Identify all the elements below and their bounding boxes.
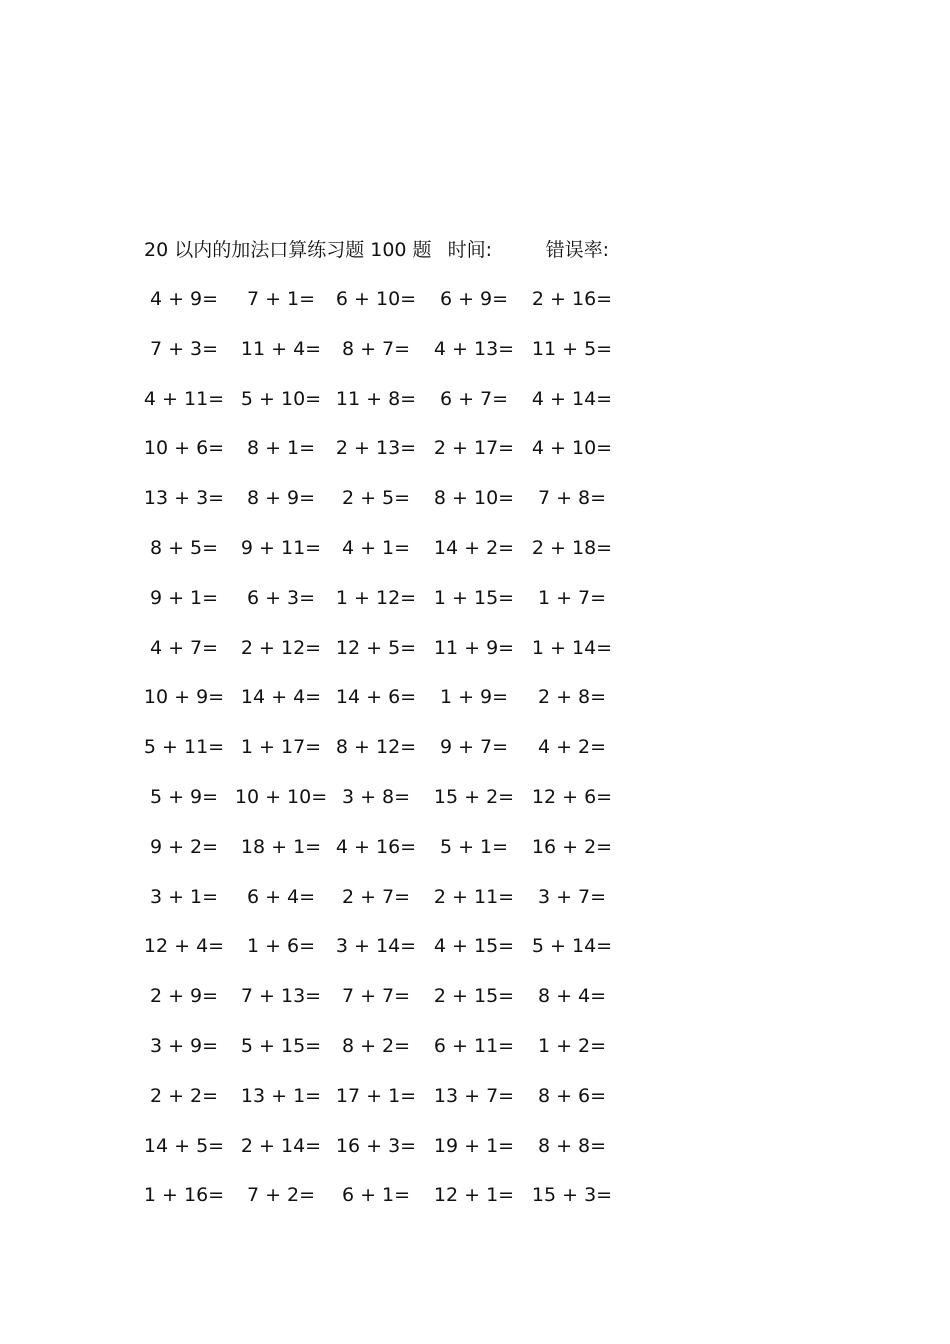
problem-item: 11 + 4= [240, 337, 322, 360]
problem-item: 13 + 7= [433, 1084, 515, 1107]
problem-item: 5 + 14= [531, 935, 613, 958]
problem-item: 12 + 4= [143, 935, 225, 958]
problem-item: 6 + 9= [439, 288, 509, 310]
problem-item: 2 + 2= [149, 1084, 219, 1107]
problem-row [0, 284, 950, 334]
problem-row [0, 1180, 950, 1230]
problem-item: 18 + 1= [240, 835, 322, 858]
problem-item: 8 + 10= [433, 487, 515, 510]
problem-item: 5 + 10= [240, 387, 322, 410]
problem-row [0, 633, 950, 683]
problem-item: 2 + 7= [341, 885, 411, 908]
problem-item: 4 + 14= [531, 387, 613, 410]
problem-item: 15 + 2= [433, 785, 515, 808]
problem-item: 17 + 1= [335, 1084, 417, 1107]
problem-item: 1 + 14= [531, 636, 613, 659]
problem-row [0, 832, 950, 882]
problem-item: 9 + 1= [149, 586, 219, 609]
problem-row [0, 1131, 950, 1181]
problem-item: 14 + 2= [433, 536, 515, 559]
problem-item: 5 + 11= [143, 736, 225, 759]
problem-item: 8 + 2= [341, 1034, 411, 1057]
problem-item: 16 + 3= [335, 1134, 417, 1157]
problem-item: 4 + 15= [433, 935, 515, 958]
problem-row [0, 931, 950, 981]
problem-row [0, 384, 950, 434]
problem-item: 2 + 17= [433, 437, 515, 460]
problem-item: 8 + 7= [341, 337, 411, 360]
problem-item: 4 + 9= [149, 288, 219, 310]
problem-item: 8 + 9= [246, 487, 316, 510]
problem-item: 2 + 8= [537, 686, 607, 709]
problem-row [0, 782, 950, 832]
problem-item: 4 + 11= [143, 387, 225, 410]
problem-item: 10 + 10= [234, 785, 328, 808]
problem-item: 11 + 9= [433, 636, 515, 659]
problem-item: 9 + 11= [240, 536, 322, 559]
problem-item: 6 + 11= [433, 1034, 515, 1057]
problem-item: 3 + 14= [335, 935, 417, 958]
problem-item: 4 + 2= [537, 736, 607, 759]
problem-item: 9 + 2= [149, 835, 219, 858]
error-rate-label: 错误率: [545, 239, 610, 261]
problem-row [0, 1031, 950, 1081]
problem-row [0, 1081, 950, 1131]
problem-row [0, 981, 950, 1031]
problem-item: 14 + 6= [335, 686, 417, 709]
problem-item: 12 + 5= [335, 636, 417, 659]
problem-item: 11 + 5= [531, 337, 613, 360]
problem-item: 3 + 1= [149, 885, 219, 908]
problem-item: 2 + 18= [531, 536, 613, 559]
problem-item: 14 + 5= [143, 1134, 225, 1157]
problem-item: 2 + 9= [149, 985, 219, 1008]
problem-item: 2 + 14= [240, 1134, 322, 1157]
problem-item: 6 + 4= [246, 885, 316, 908]
problem-row [0, 334, 950, 384]
problem-row [0, 732, 950, 782]
problem-item: 8 + 12= [335, 736, 417, 759]
problem-item: 13 + 3= [143, 487, 225, 510]
problem-item: 1 + 7= [537, 586, 607, 609]
problem-row [0, 882, 950, 932]
problem-item: 6 + 1= [341, 1184, 411, 1207]
problem-item: 2 + 11= [433, 885, 515, 908]
problem-item: 1 + 17= [240, 736, 322, 759]
problem-row [0, 483, 950, 533]
problem-item: 1 + 2= [537, 1034, 607, 1057]
problem-row [0, 583, 950, 633]
problem-item: 7 + 13= [240, 985, 322, 1008]
problem-item: 2 + 13= [335, 437, 417, 460]
problem-item: 12 + 6= [531, 785, 613, 808]
problem-item: 2 + 15= [433, 985, 515, 1008]
problem-item: 4 + 10= [531, 437, 613, 460]
problem-item: 5 + 15= [240, 1034, 322, 1057]
time-label: 时间: [447, 239, 493, 261]
problem-item: 1 + 16= [143, 1184, 225, 1207]
problem-item: 16 + 2= [531, 835, 613, 858]
problem-item: 6 + 3= [246, 586, 316, 609]
problem-item: 10 + 6= [143, 437, 225, 460]
problem-item: 12 + 1= [433, 1184, 515, 1207]
problem-item: 1 + 12= [335, 586, 417, 609]
problem-item: 14 + 4= [240, 686, 322, 709]
problem-item: 4 + 7= [149, 636, 219, 659]
problem-item: 4 + 1= [341, 536, 411, 559]
header-line [144, 236, 609, 264]
problem-item: 6 + 10= [335, 288, 417, 310]
problem-row [0, 433, 950, 483]
problem-item: 3 + 8= [341, 785, 411, 808]
problem-item: 1 + 6= [246, 935, 316, 958]
problem-item: 10 + 9= [143, 686, 225, 709]
problem-item: 11 + 8= [335, 387, 417, 410]
problem-grid [0, 284, 950, 1230]
problem-item: 4 + 13= [433, 337, 515, 360]
problem-item: 2 + 16= [531, 288, 613, 310]
problem-item: 1 + 9= [439, 686, 509, 709]
problem-item: 2 + 12= [240, 636, 322, 659]
problem-item: 7 + 7= [341, 985, 411, 1008]
problem-item: 8 + 1= [246, 437, 316, 460]
worksheet-title: 20 以内的加法口算练习题 100 题 [144, 239, 432, 261]
problem-item: 9 + 7= [439, 736, 509, 759]
problem-item: 7 + 2= [246, 1184, 316, 1207]
problem-item: 15 + 3= [531, 1184, 613, 1207]
problem-item: 6 + 7= [439, 387, 509, 410]
problem-item: 8 + 5= [149, 536, 219, 559]
problem-item: 8 + 4= [537, 985, 607, 1008]
problem-item: 13 + 1= [240, 1084, 322, 1107]
problem-item: 8 + 8= [537, 1134, 607, 1157]
problem-item: 1 + 15= [433, 586, 515, 609]
problem-item: 7 + 8= [537, 487, 607, 510]
problem-item: 7 + 3= [149, 337, 219, 360]
problem-item: 8 + 6= [537, 1084, 607, 1107]
problem-row [0, 533, 950, 583]
problem-item: 4 + 16= [335, 835, 417, 858]
problem-item: 2 + 5= [341, 487, 411, 510]
problem-item: 5 + 1= [439, 835, 509, 858]
problem-row [0, 682, 950, 732]
problem-item: 19 + 1= [433, 1134, 515, 1157]
problem-item: 3 + 7= [537, 885, 607, 908]
problem-item: 7 + 1= [246, 288, 316, 310]
problem-item: 5 + 9= [149, 785, 219, 808]
problem-item: 3 + 9= [149, 1034, 219, 1057]
